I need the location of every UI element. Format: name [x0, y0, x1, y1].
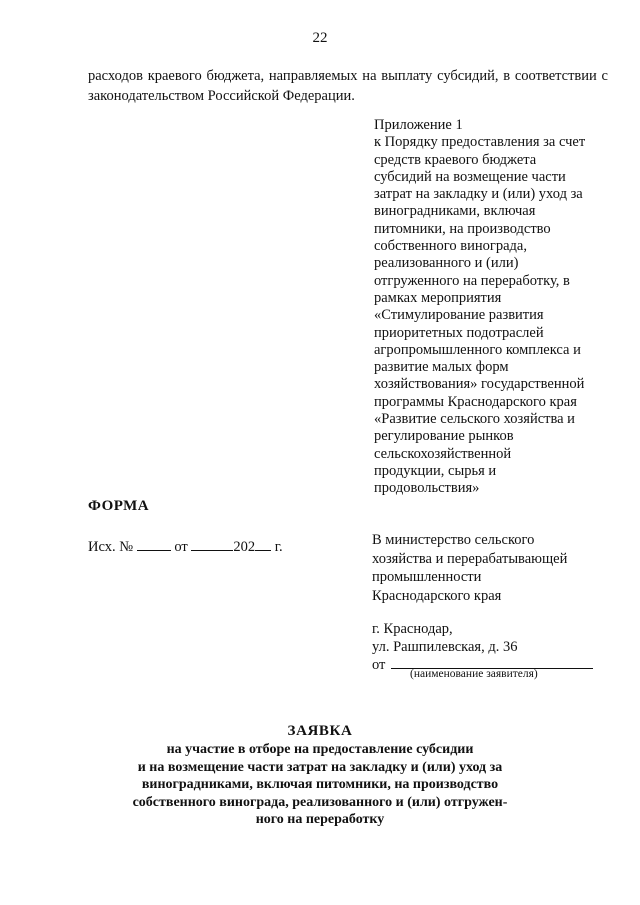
recipient-line: В министерство сельского [372, 532, 535, 548]
appendix-line: виноградниками, включая [374, 203, 536, 220]
appendix-line: Приложение 1 [374, 117, 463, 133]
appendix-line: рамках мероприятия [374, 289, 502, 306]
page-number: 22 [312, 30, 328, 46]
subtitle-line: на участие в отборе на предоставление субсидии [166, 742, 474, 757]
appendix-line: продовольствия» [374, 480, 480, 497]
application-title: ЗАЯВКА [287, 723, 353, 739]
recipient-block [372, 531, 622, 605]
applicant-caption: (наименование заявителя) [410, 668, 538, 680]
form-label: ФОРМА [88, 498, 150, 514]
recipient-line: Краснодарского края [372, 587, 502, 604]
appendix-line: «Стимулирование развития [374, 307, 544, 324]
appendix-line: развитие малых форм [374, 359, 509, 376]
subtitle-line: собственного винограда, реализованного и (или) отгружен- [132, 794, 508, 810]
outgoing-reference [88, 536, 283, 556]
ref-date-blank [191, 536, 233, 551]
subtitle-line: ного на переработку [255, 812, 385, 827]
address-city: г. Краснодар, [372, 621, 453, 637]
subtitle-line: и на возмещение части затрат на закладку и (или) уход за [137, 759, 503, 775]
recipient-line: промышленности [372, 569, 482, 585]
appendix-block [374, 117, 612, 498]
appendix-line: реализованного и (или) [374, 255, 519, 272]
appendix-line: затрат на закладку и (или) уход за [374, 186, 583, 203]
address-street: ул. Рашпилевская, д. 36 [372, 639, 518, 655]
appendix-line: продукции, сырья и [374, 462, 497, 479]
appendix-line: регулирование рынков [374, 428, 514, 445]
address-block [372, 620, 622, 674]
appendix-line: средств краевого бюджета [374, 151, 537, 168]
ref-year-prefix: 202 [233, 539, 256, 555]
appendix-line: агропромышленного комплекса и [374, 341, 581, 358]
appendix-line: питомники, на производство [374, 220, 551, 237]
appendix-line: собственного винограда, [374, 238, 527, 255]
appendix-line: программы Краснодарского края [374, 393, 577, 410]
appendix-line: отгруженного на переработку, в [374, 272, 570, 289]
application-subtitle [110, 741, 530, 829]
appendix-line: сельскохозяйственной [374, 445, 512, 462]
ref-year-suffix: г. [274, 539, 283, 555]
intro-paragraph: расходов краевого бюджета, направляемых на выплату субсидий, в соответствии с законодательством Российской Федерации. [88, 68, 608, 104]
appendix-line: субсидий на возмещение части [374, 168, 566, 185]
recipient-line: хозяйства и перерабатывающей [372, 550, 568, 567]
appendix-line: хозяйствования» государственной [374, 376, 585, 393]
subtitle-line: виноградниками, включая питомники, на производство [141, 777, 499, 792]
ref-number-blank [137, 536, 171, 551]
ref-from-label: от [174, 539, 188, 555]
from-label: от [372, 657, 386, 673]
appendix-line: «Развитие сельского хозяйства и [374, 411, 575, 428]
appendix-line: к Порядку предоставления за счет [374, 134, 586, 151]
ref-number-label: Исх. № [88, 539, 134, 555]
ref-year-blank [255, 536, 271, 551]
appendix-line: приоритетных подотраслей [374, 324, 544, 341]
